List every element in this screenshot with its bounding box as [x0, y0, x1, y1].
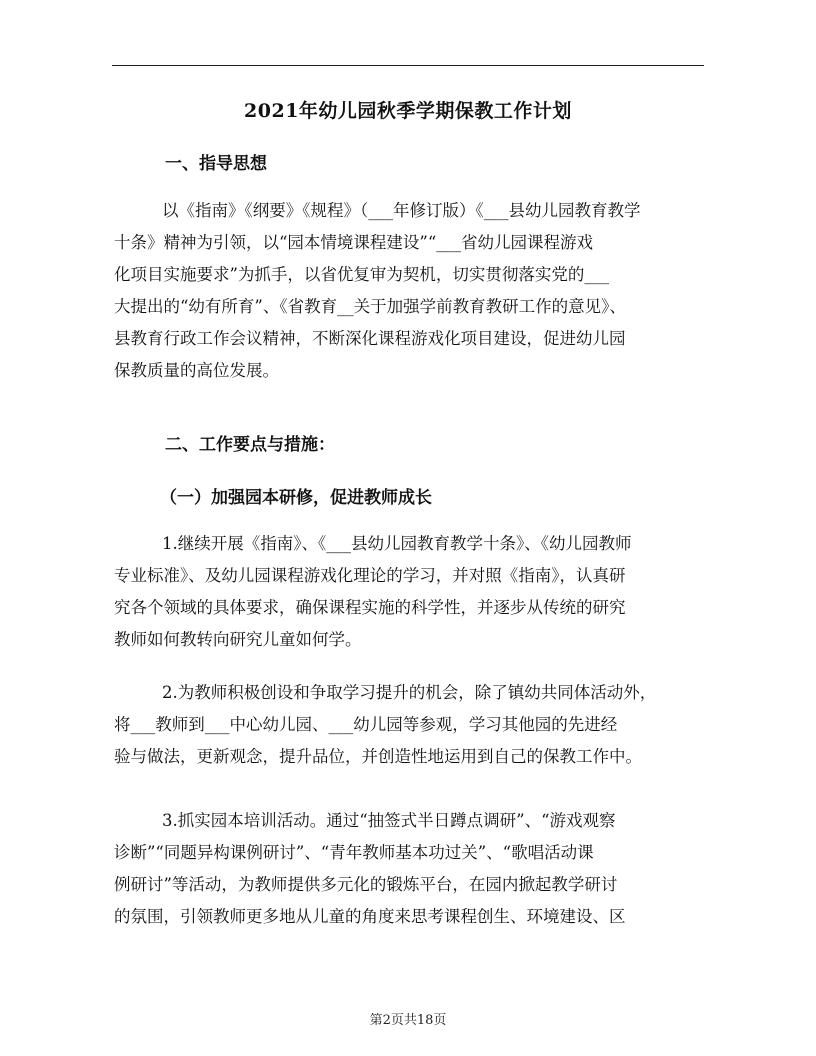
text-line: 教师如何教转向研究儿童如何学。 [114, 630, 362, 649]
document-title: 2021年幼儿园秋季学期保教工作计划 [244, 100, 572, 122]
section-heading-guiding-ideology: 一、指导思想 [165, 154, 267, 174]
subsection-heading-teacher-growth: （一）加强园本研修，促进教师成长 [160, 488, 432, 508]
text-line: 县教育行政工作会议精神，不断深化课程游戏化项目建设，促进幼儿园 [114, 329, 626, 348]
text-line: 3.抓实园本培训活动。通过“抽签式半日蹲点调研”、“游戏观察 [162, 811, 616, 830]
text-line: 验与做法，更新观念，提升品位，并创造性地运用到自己的保教工作中。 [114, 747, 642, 766]
paragraph-item-2 [114, 677, 708, 773]
page-number-footer: 第2页共18页 [369, 1013, 447, 1028]
text-line: 例研讨”等活动，为教师提供多元化的锻炼平台，在园内掀起教学研讨 [114, 875, 618, 894]
text-line: 保教质量的高位发展。 [114, 361, 279, 380]
text-line: 将___教师到___中心幼儿园、___幼儿园等参观，学习其他园的先进经 [114, 715, 618, 734]
text-line: 2.为教师积极创设和争取学习提升的机会，除了镇幼共同体活动外， [162, 683, 657, 702]
section-heading-work-points: 二、工作要点与措施： [165, 435, 335, 455]
text-line: 1.继续开展《指南》、《___县幼儿园教育教学十条》、《幼儿园教师 [162, 534, 632, 553]
text-line: 诊断”“同题异构课例研讨”、“青年教师基本功过关”、“歌唱活动课 [114, 843, 594, 862]
paragraph-item-1 [114, 528, 708, 656]
paragraph-guiding-ideology [114, 195, 708, 387]
text-line: 化项目实施要求”为抓手，以省优复审为契机，切实贯彻落实党的___ [114, 265, 610, 284]
header-rule [112, 65, 704, 66]
paragraph-item-3 [114, 805, 708, 933]
text-line: 大提出的“幼有所育”、《省教育__关于加强学前教育教研工作的意见》、 [114, 297, 626, 316]
text-line: 专业标准》、及幼儿园课程游戏化理论的学习，并对照《指南》，认真研 [114, 566, 626, 585]
text-line: 以《指南》《纲要》《规程》（___年修订版）《___县幼儿园教育教学 [162, 201, 641, 220]
text-line: 的氛围，引领教师更多地从儿童的角度来思考课程创生、环境建设、区 [114, 907, 626, 926]
text-line: 究各个领域的具体要求，确保课程实施的科学性，并逐步从传统的研究 [114, 598, 626, 617]
text-line: 十条》精神为引领，以“园本情境课程建设”“___省幼儿园课程游戏 [114, 233, 594, 252]
